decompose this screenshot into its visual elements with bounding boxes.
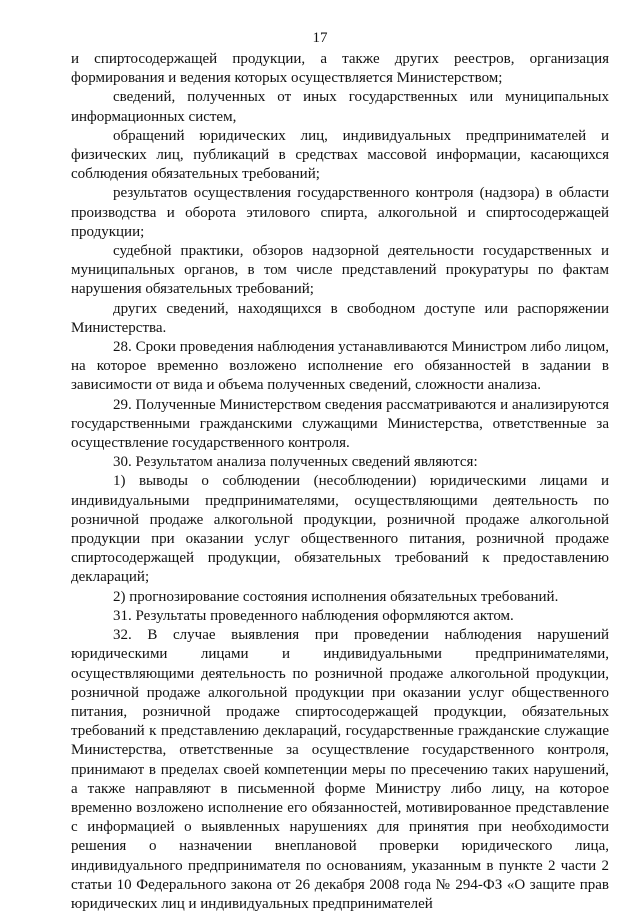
paragraph-30: 30. Результатом анализа полученных сведений являются: <box>113 454 478 471</box>
paragraph-other-info: других сведений, находящихся в свободном доступе или распоряжении Министерства. <box>71 300 609 336</box>
paragraph-30-item-1: 1) выводы о соблюдении (несоблюдении) юридическими лицами и индивидуальными предпринимателями, осуществляющими деятельность по розничной продаже алкогольной продукции, розничной продаже алкогольной продукции при оказании услуг общественного питания, розничной продаже спиртосодержащей продукции, обязательных требований к предоставлению деклараций; <box>71 473 609 586</box>
paragraph-info-systems: сведений, полученных от иных государственных или муниципальных информационных систем, <box>71 89 609 125</box>
document-body <box>71 50 609 914</box>
paragraph-28: 28. Сроки проведения наблюдения устанавливаются Министром либо лицом, на которое временно возложено исполнение его обязанностей в задании в зависимости от вида и объема полученных сведений, сложности анализа. <box>71 339 609 394</box>
paragraph-29: 29. Полученные Министерством сведения рассматриваются и анализируются государственными гражданскими служащими Министерства, ответственные за осуществление государственного контроля. <box>71 396 609 452</box>
paragraph-32: 32. В случае выявления при проведении наблюдения нарушений юридическими лицами и индивидуальными предпринимателями, осуществляющими деятельность по розничной продаже алкогольной продукции, розничной продаже алкогольной продукции при оказании услуг общественного питания, розничной продаже спиртосодержащей продукции, обязательных требований к представлению деклараций, государственные гражданские служащие Министерства, ответственные за осуществление государственного контроля, принимают в пределах своей компетенции меры по пресечению таких нарушений, а также направляют в письменной форме Министру либо лицу, на которое временно возложено исполнение его обязанностей, мотивированное представление с информацией о выявленных нарушениях для принятия при необходимости решения о назначении внеплановой проверки юридического лица, индивидуального предпринимателя по основаниям, указанным в пункте 2 части 2 статьи 10 Федерального закона от 26 декабря 2008 года № 294-ФЗ «О защите прав юридических лиц и индивидуальных предпринимателей <box>71 627 609 912</box>
paragraph-registries-continuation: и спиртосодержащей продукции, а также других реестров, организация формирования и ведения которых осуществляется Министерством; <box>71 51 609 87</box>
paragraph-judicial-practice: судебной практики, обзоров надзорной деятельности государственных и муниципальных органов, в том числе представлений прокуратуры по фактам нарушения обязательных требований; <box>71 243 609 298</box>
paragraph-control-results: результатов осуществления государственного контроля (надзора) в области производства и оборота этилового спирта, алкогольной и спиртосодержащей продукции; <box>71 185 609 240</box>
paragraph-30-item-2: 2) прогнозирование состояния исполнения обязательных требований. <box>113 588 559 605</box>
paragraph-appeals: обращений юридических лиц, индивидуальных предпринимателей и физических лиц, публикаций в средствах массовой информации, касающихся соблюдения обязательных требований; <box>71 127 609 183</box>
page-number: 17 <box>312 30 328 46</box>
paragraph-31: 31. Результаты проведенного наблюдения оформляются актом. <box>113 607 514 624</box>
